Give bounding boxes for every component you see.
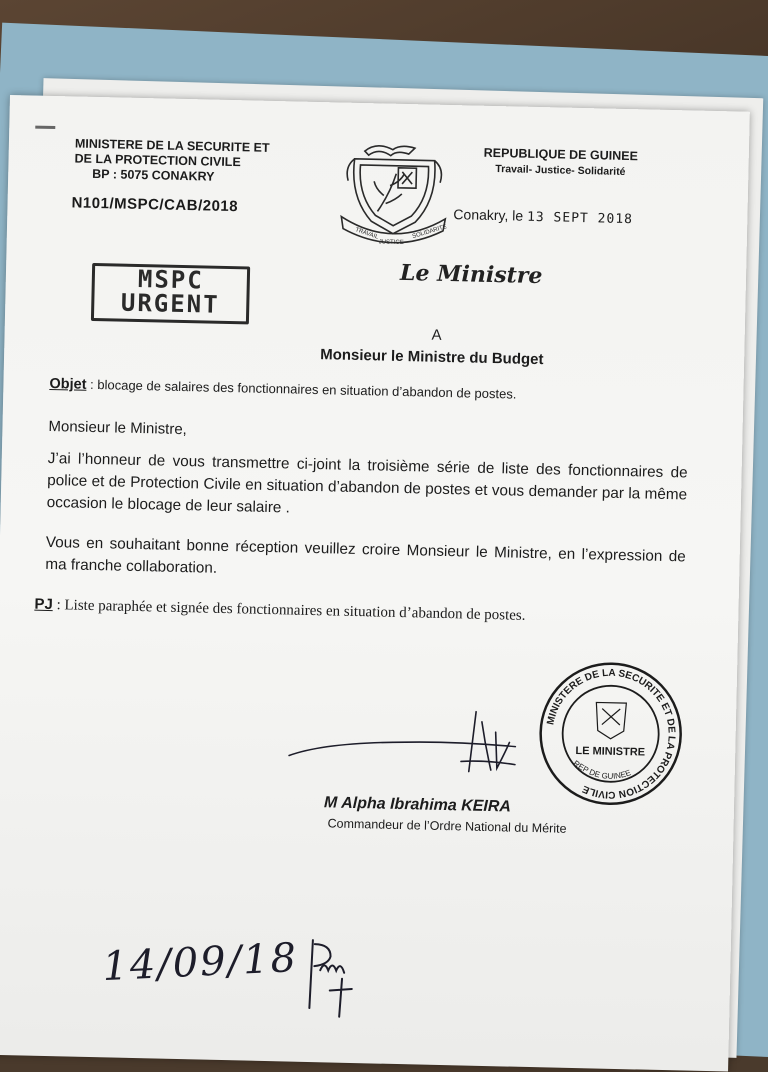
subject-label: Objet	[49, 375, 87, 393]
subject-line	[49, 376, 516, 403]
date-prefix: Conakry, le	[453, 206, 524, 224]
emblem-motto-right: SOLIDARITE	[411, 224, 448, 241]
address-a: A	[431, 326, 442, 344]
urgent-stamp	[91, 263, 250, 325]
republic-motto: Travail- Justice- Solidarité	[495, 163, 626, 178]
signatory-title: Commandeur de l’Ordre National du Mérite	[327, 816, 567, 836]
stamp-bottom-text: REP DE GUINEE	[571, 758, 633, 781]
handwritten-date: 14/09/18	[101, 934, 299, 991]
ministry-header	[74, 136, 335, 187]
stamp-emblem-icon	[596, 702, 627, 739]
signatory-name: M Alpha Ibrahima KEIRA	[323, 794, 512, 816]
republic-name: REPUBLIQUE DE GUINEE	[483, 145, 639, 164]
letter-reference: N101/MSPC/CAB/2018	[71, 194, 239, 216]
sender-heading: Le Ministre	[399, 259, 543, 290]
ministry-bp: BP : 5075 CONAKRY	[92, 166, 215, 184]
stamp-center-text: LE MINISTRE	[575, 744, 646, 759]
emblem-motto-left: TRAVAIL	[354, 227, 380, 241]
body-paragraph-2: Vous en souhaitant bonne réception veuillez croire Monsieur le Ministre, en l’expression de ma franche collaboration.	[45, 533, 686, 577]
ministry-line1: MINISTERE DE LA SECURITE ET	[74, 136, 270, 155]
stamp-line1: MSPC	[137, 264, 205, 295]
dove-icon	[365, 145, 415, 156]
attachment-text: : Liste paraphée et signée des fonctionnaires en situation d’abandon de postes.	[52, 597, 526, 624]
stamp-ring-text: MINISTERE DE LA SECURITE ET DE LA PROTECTION CIVILE	[545, 667, 677, 800]
attachment-label: PJ	[34, 595, 54, 614]
recipient: Monsieur le Ministre du Budget	[319, 346, 544, 369]
handwritten-initials	[289, 930, 381, 1022]
salutation: Monsieur le Ministre,	[48, 417, 188, 439]
minister-round-stamp	[534, 657, 687, 810]
emblem-motto-mid: JUSTICE	[378, 239, 404, 246]
ministry-line2: DE LA PROTECTION CIVILE	[74, 151, 241, 170]
subject-text: : blocage de salaires des fonctionnaires en situation d’abandon de postes.	[86, 376, 517, 402]
letter-page	[0, 95, 750, 1072]
stamp-line2: URGENT	[120, 288, 220, 319]
letter-date	[453, 206, 633, 227]
body-paragraph-1: J’ai l’honneur de vous transmettre ci-joint la troisième série de liste des fonctionnaires de police et de Protection Civile en situation d’abandon de postes et vous demander par la même occasion le blocage de leur salaire .	[46, 449, 688, 517]
date-value: 13 SEPT 2018	[526, 209, 634, 228]
republic-header	[460, 145, 661, 179]
guinea-emblem	[333, 136, 456, 251]
punch-mark	[35, 126, 55, 129]
attachment-line	[34, 596, 525, 625]
